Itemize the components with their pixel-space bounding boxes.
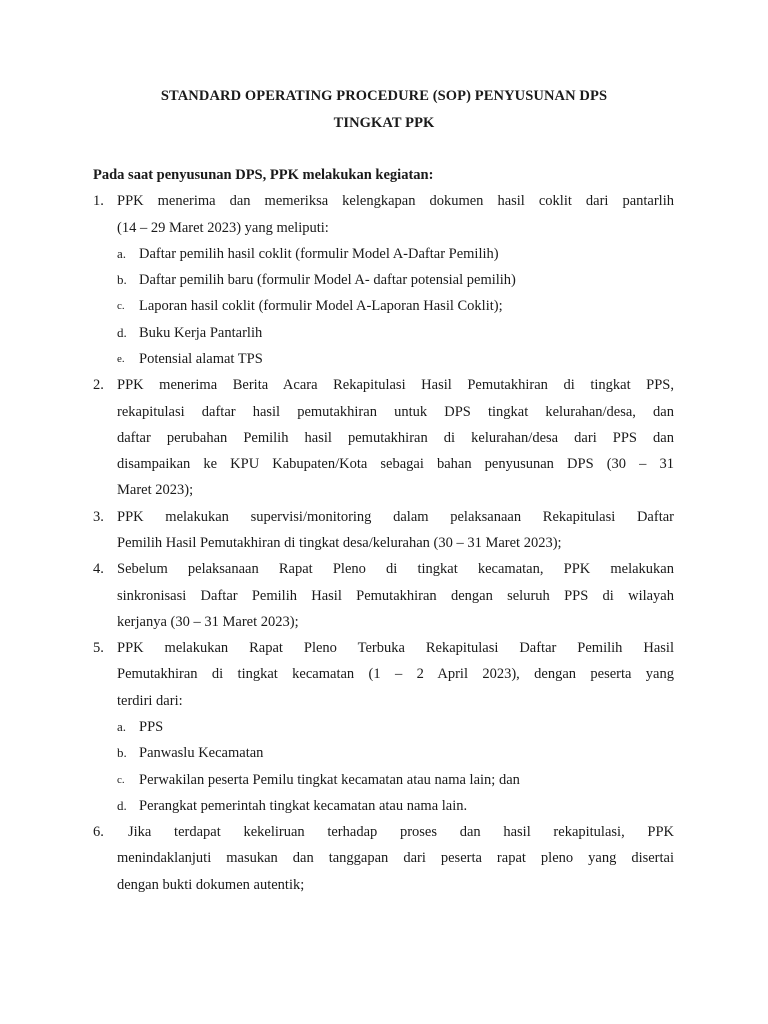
subitem-letter: d. <box>117 798 127 813</box>
document-title-line-2: TINGKAT PPK <box>333 115 435 131</box>
item-number: 5. <box>93 640 104 656</box>
item-number: 6. <box>93 824 104 840</box>
item-line: PPK menerima Berita Acara Rekapitulasi Hasil Pemutakhiran di tingkat PPS, <box>117 377 674 393</box>
document-title-line-1: STANDARD OPERATING PROCEDURE (SOP) PENYUSUNAN DPS <box>160 88 608 104</box>
subitem-text: Perwakilan peserta Pemilu tingkat kecamatan atau nama lain; dan <box>139 772 520 788</box>
item-number: 1. <box>93 193 104 209</box>
item-line: Sebelum pelaksanaan Rapat Pleno di tingkat kecamatan, PPK melakukan <box>117 561 674 577</box>
item-line: kerjanya (30 – 31 Maret 2023); <box>117 614 299 630</box>
subitem-letter: e. <box>117 353 125 365</box>
item-line: daftar perubahan Pemilih hasil pemutakhiran di kelurahan/desa dari PPS dan <box>117 430 674 446</box>
subitem-letter: a. <box>117 246 127 261</box>
subitem-text: Laporan hasil coklit (formulir Model A-Laporan Hasil Coklit); <box>139 298 503 314</box>
item-line: Maret 2023); <box>117 482 194 498</box>
subitem-letter: b. <box>117 272 127 287</box>
item-line: Jika terdapat kekeliruan terhadap proses dan hasil rekapitulasi, PPK <box>128 824 674 840</box>
item-line: dengan bukti dokumen autentik; <box>117 877 305 893</box>
item-line: Pemutakhiran di tingkat kecamatan (1 – 2 April 2023), dengan peserta yang <box>117 666 674 682</box>
item-line: rekapitulasi daftar hasil pemutakhiran untuk DPS tingkat kelurahan/desa, dan <box>117 404 674 420</box>
item-line: disampaikan ke KPU Kabupaten/Kota sebagai bahan penyusunan DPS (30 – 31 <box>117 456 674 472</box>
subitem-text: Panwaslu Kecamatan <box>139 745 264 761</box>
item-line: (14 – 29 Maret 2023) yang meliputi: <box>117 220 329 236</box>
subitem-letter: b. <box>117 745 127 760</box>
subitem-letter: d. <box>117 325 127 340</box>
item-line: PPK melakukan Rapat Pleno Terbuka Rekapitulasi Daftar Pemilih Hasil <box>117 640 674 656</box>
subitem-text: PPS <box>139 719 164 735</box>
item-number: 3. <box>93 509 104 525</box>
item-line: Pemilih Hasil Pemutakhiran di tingkat desa/kelurahan (30 – 31 Maret 2023); <box>117 535 562 551</box>
item-number: 2. <box>93 377 104 393</box>
item-line: PPK menerima dan memeriksa kelengkapan dokumen hasil coklit dari pantarlih <box>117 193 674 209</box>
subitem-text: Potensial alamat TPS <box>139 351 263 367</box>
item-line: sinkronisasi Daftar Pemilih Hasil Pemutakhiran dengan seluruh PPS di wilayah <box>117 588 674 604</box>
subitem-text: Buku Kerja Pantarlih <box>139 325 263 341</box>
subitem-letter: a. <box>117 719 127 734</box>
item-number: 4. <box>93 561 104 577</box>
subitem-text: Daftar pemilih hasil coklit (formulir Model A-Daftar Pemilih) <box>139 246 499 262</box>
item-line: PPK melakukan supervisi/monitoring dalam pelaksanaan Rekapitulasi Daftar <box>117 509 674 525</box>
subitem-text: Perangkat pemerintah tingkat kecamatan atau nama lain. <box>139 798 468 814</box>
intro-heading: Pada saat penyusunan DPS, PPK melakukan kegiatan: <box>93 167 434 183</box>
item-line: terdiri dari: <box>117 693 183 709</box>
subitem-letter: c. <box>117 774 125 786</box>
item-line: menindaklanjuti masukan dan tanggapan dari peserta rapat pleno yang disertai <box>117 850 674 866</box>
subitem-letter: c. <box>117 300 125 312</box>
subitem-text: Daftar pemilih baru (formulir Model A- daftar potensial pemilih) <box>139 272 516 288</box>
